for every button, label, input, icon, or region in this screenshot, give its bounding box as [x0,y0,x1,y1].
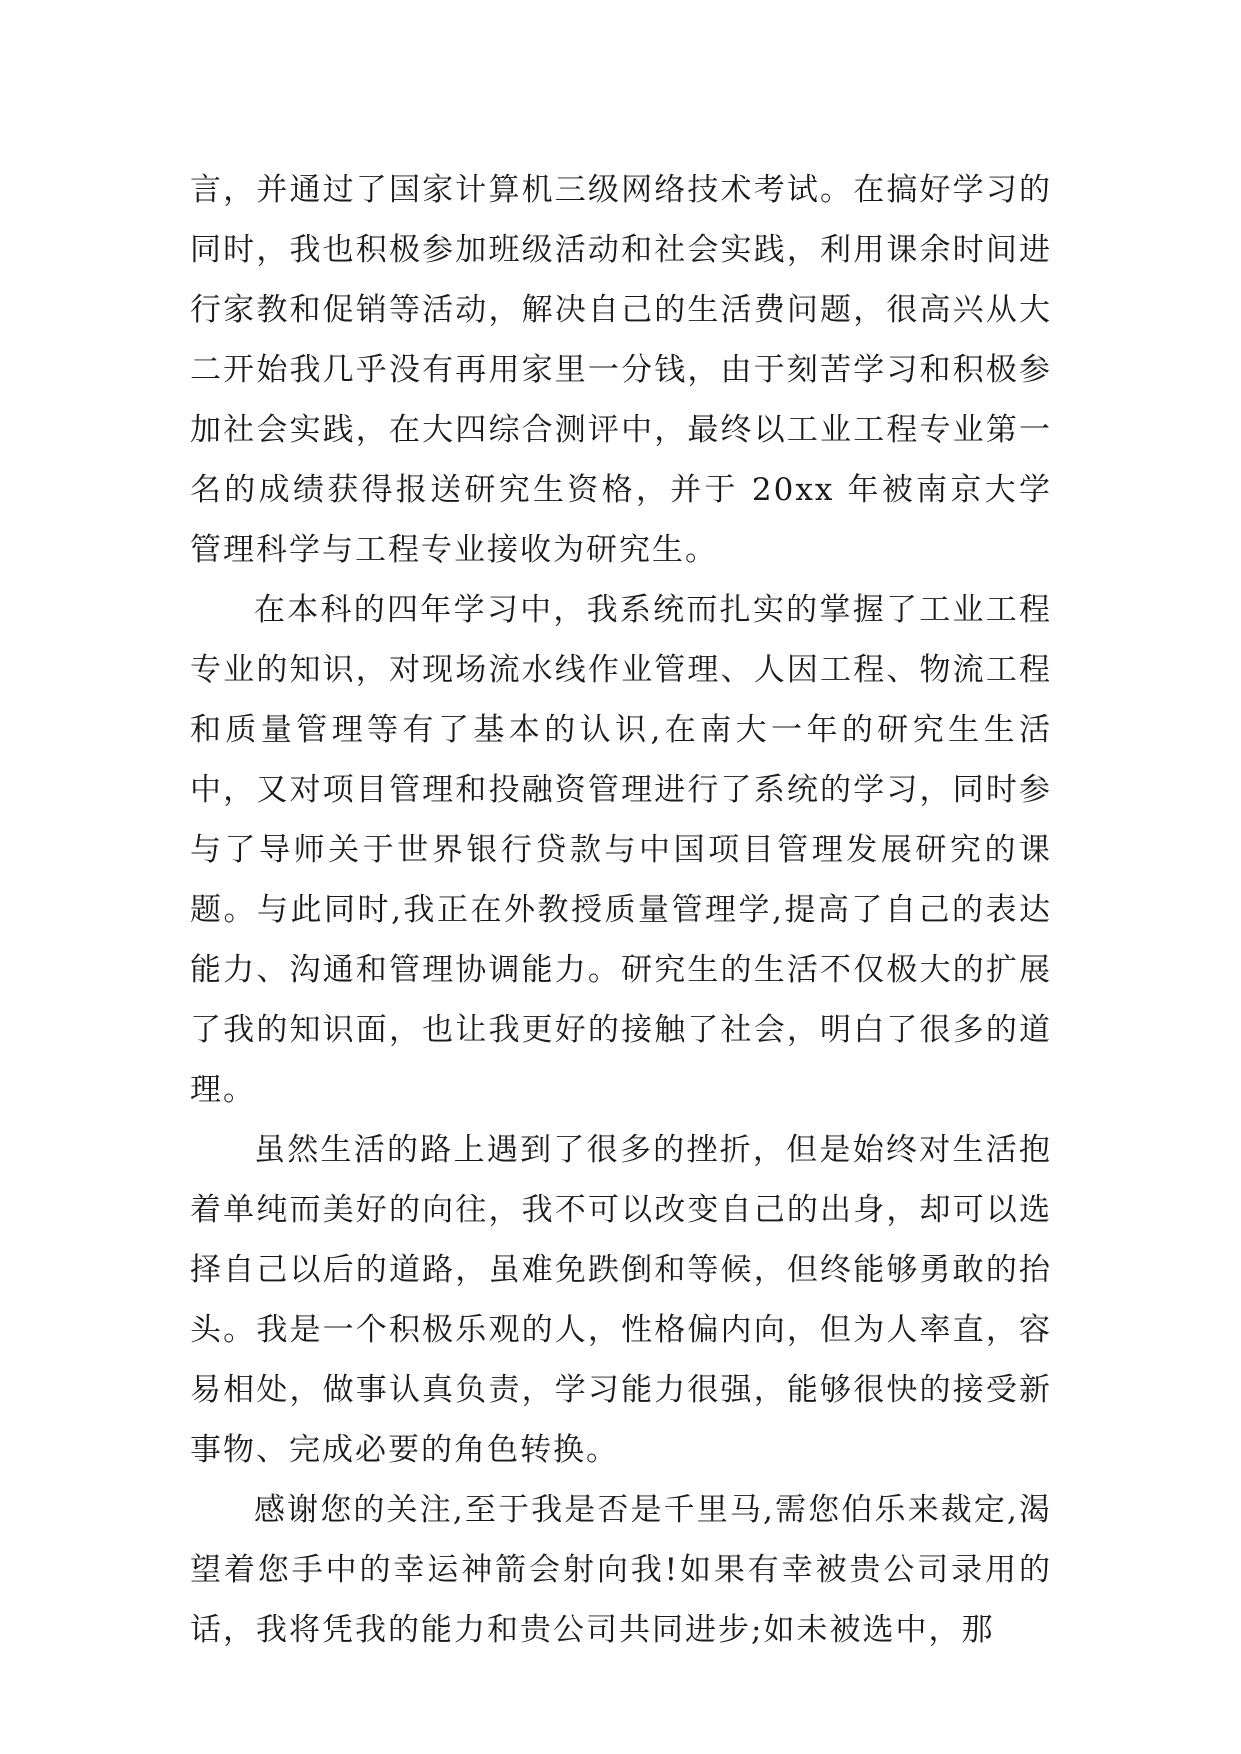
paragraph-1: 言，并通过了国家计算机三级网络技术考试。在搞好学习的同时，我也积极参加班级活动和社会实践，利用课余时间进行家教和促销等活动，解决自己的生活费问题，很高兴从大二开始我几乎没有再用家里一分钱，由于刻苦学习和积极参加社会实践，在大四综合测评中，最终以工业工程专业第一名的成绩获得报送研究生资格，并于 20xx 年被南京大学管理科学与工程专业接收为研究生。 [190,172,1052,568]
paragraph-2: 在本科的四年学习中，我系统而扎实的掌握了工业工程专业的知识，对现场流水线作业管理、人因工程、物流工程和质量管理等有了基本的认识,在南大一年的研究生生活中，又对项目管理和投融资管理进行了系统的学习，同时参与了导师关于世界银行贷款与中国项目管理发展研究的课题。与此同时,我正在外教授质量管理学,提高了自己的表达能力、沟通和管理协调能力。研究生的生活不仅极大的扩展了我的知识面，也让我更好的接触了社会，明白了很多的道理。 [190,592,1052,1108]
body-text [190,160,1052,1660]
paragraph-3: 虽然生活的路上遇到了很多的挫折，但是始终对生活抱着单纯而美好的向往，我不可以改变自己的出身，却可以选择自己以后的道路，虽难免跌倒和等候，但终能够勇敢的抬头。我是一个积极乐观的人，性格偏内向，但为人率直，容易相处，做事认真负责，学习能力很强，能够很快的接受新事物、完成必要的角色转换。 [190,1132,1052,1468]
paragraph-4: 感谢您的关注,至于我是否是千里马,需您伯乐来裁定,渴望着您手中的幸运神箭会射向我!如果有幸被贵公司录用的话，我将凭我的能力和贵公司共同进步;如未被选中，那 [190,1492,1052,1648]
